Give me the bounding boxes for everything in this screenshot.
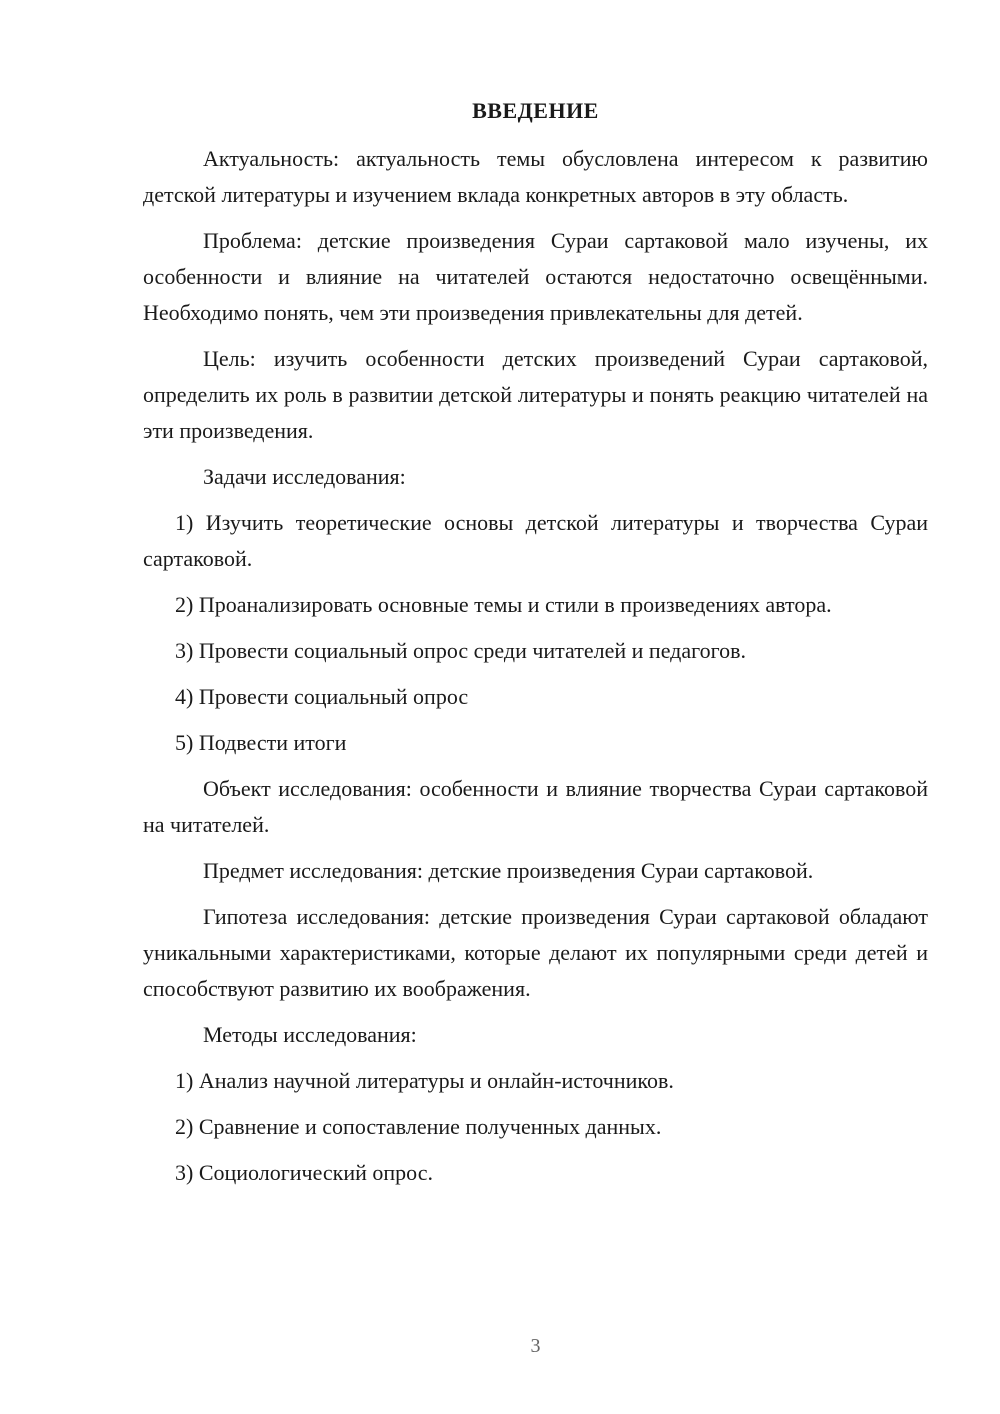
methods-list <box>143 1063 928 1191</box>
page-title: ВВЕДЕНИЕ <box>472 98 599 123</box>
method-item-1: 1) Анализ научной литературы и онлайн-источников. <box>175 1068 674 1093</box>
document-page <box>143 0 928 1414</box>
task-item-3: 3) Провести социальный опрос среди читателей и педагогов. <box>175 638 746 663</box>
task-item-1: 1) Изучить теоретические основы детской литературы и творчества Сураи сартаковой. <box>143 510 928 571</box>
goal-paragraph: Цель: изучить особенности детских произведений Сураи сартаковой, определить их роль в развитии детской литературы и понять реакцию читателей на эти произведения. <box>143 346 928 443</box>
subject-paragraph: Предмет исследования: детские произведения Сураи сартаковой. <box>203 858 814 883</box>
page-number: 3 <box>530 1335 541 1357</box>
tasks-list <box>143 505 928 761</box>
hypothesis-paragraph: Гипотеза исследования: детские произведения Сураи сартаковой обладают уникальными характеристиками, которые делают их популярными среди детей и способствуют развитию их воображения. <box>143 904 928 1001</box>
problem-paragraph: Проблема: детские произведения Сураи сартаковой мало изучены, их особенности и влияние на читателей остаются недостаточно освещёнными. Необходимо понять, чем эти произведения привлекательны для детей. <box>143 228 928 325</box>
task-item-4: 4) Провести социальный опрос <box>175 684 469 709</box>
tasks-heading: Задачи исследования: <box>203 464 406 489</box>
task-item-2: 2) Проанализировать основные темы и стили в произведениях автора. <box>175 592 832 617</box>
relevance-paragraph: Актуальность: актуальность темы обусловлена интересом к развитию детской литературы и изучением вклада конкретных авторов в эту область. <box>143 146 928 207</box>
task-item-5: 5) Подвести итоги <box>175 730 347 755</box>
method-item-2: 2) Сравнение и сопоставление полученных данных. <box>175 1114 662 1139</box>
methods-heading: Методы исследования: <box>203 1022 417 1047</box>
object-paragraph: Объект исследования: особенности и влияние творчества Сураи сартаковой на читателей. <box>143 776 928 837</box>
document-body <box>143 141 928 1201</box>
method-item-3: 3) Социологический опрос. <box>175 1160 433 1185</box>
